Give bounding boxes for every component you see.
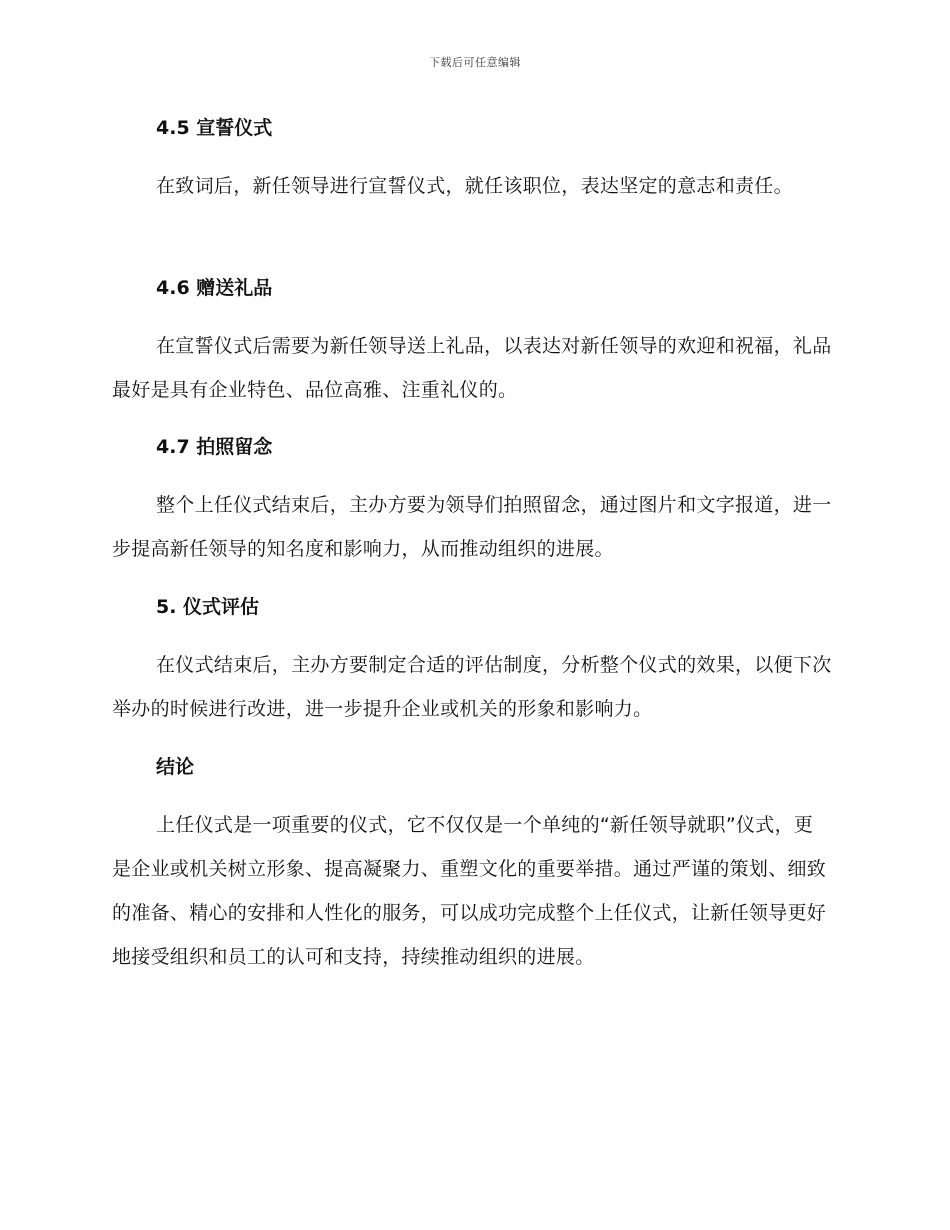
section-paragraph-4-6: 在宣誓仪式后需要为新任领导送上礼品，以表达对新任领导的欢迎和祝福，礼品最好是具有企业特色、品位高雅、注重礼仪的。	[112, 335, 832, 401]
section-heading-5: 5. 仪式评估	[156, 596, 260, 618]
section-heading-4-6: 4.6 赠送礼品	[156, 277, 273, 299]
section-paragraph-conclusion: 上任仪式是一项重要的仪式，它不仅仅是一个单纯的“新任领导就职”仪式，更是企业或机关树立形象、提高凝聚力、重塑文化的重要举措。通过严谨的策划、细致的准备、精心的安排和人性化的服务，可以成功完成整个上任仪式，让新任领导更好地接受组织和员工的认可和支持，持续推动组织的进展。	[112, 814, 827, 968]
section-heading-conclusion: 结论	[156, 756, 195, 778]
page-header: 下载后可任意编辑	[429, 56, 521, 69]
section-paragraph-4-5: 在致词后，新任领导进行宣誓仪式，就任该职位，表达坚定的意志和责任。	[156, 175, 793, 197]
section-paragraph-5: 在仪式结束后，主办方要制定合适的评估制度，分析整个仪式的效果，以便下次举办的时候进行改进，进一步提升企业或机关的形象和影响力。	[112, 654, 832, 720]
section-heading-4-5: 4.5 宣誓仪式	[156, 117, 273, 139]
section-paragraph-4-7: 整个上任仪式结束后，主办方要为领导们拍照留念，通过图片和文字报道，进一步提高新任领导的知名度和影响力，从而推动组织的进展。	[112, 494, 832, 560]
section-heading-4-7: 4.7 拍照留念	[156, 436, 273, 458]
